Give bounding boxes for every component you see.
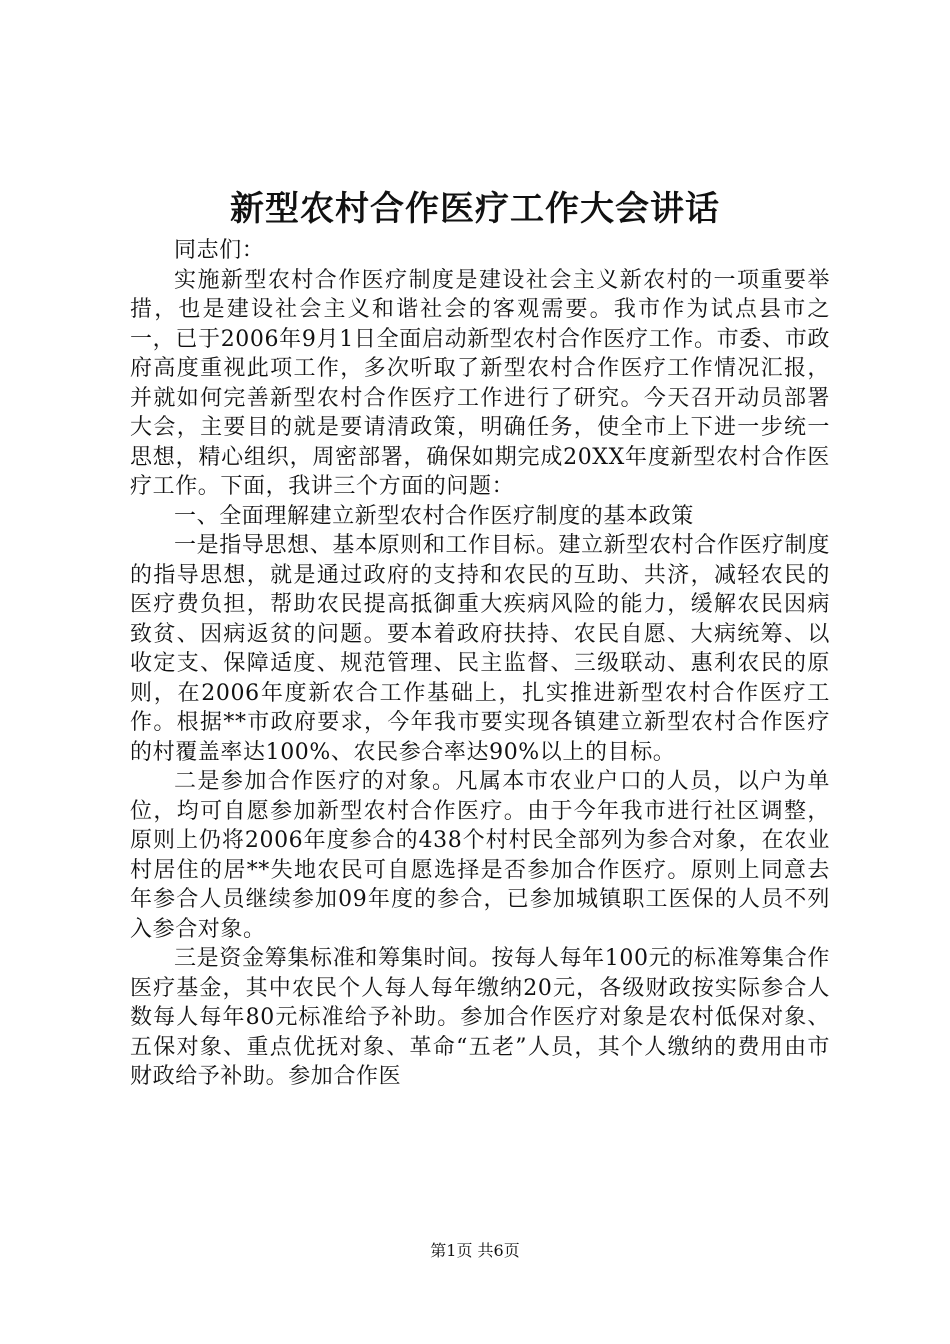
intro-paragraph: 实施新型农村合作医疗制度是建设社会主义新农村的一项重要举措，也是建设社会主义和谐社会的客观需要。我市作为试点县市之一，已于2006年9月1日全面启动新型农村合作医疗工作。市委、市政府高度重视此项工作，多次听取了新型农村合作医疗工作情况汇报，并就如何完善新型农村合作医疗工作进行了研究。今天召开动员部署大会，主要目的就是要请清政策，明确任务，使全市上下进一步统一思想，精心组织，周密部署，确保如期完成20XX年度新型农村合作医疗工作。下面，我讲三个方面的问题： — [130, 267, 830, 499]
body-paragraph-guiding-principles: 一是指导思想、基本原则和工作目标。建立新型农村合作医疗制度的指导思想，就是通过政府的支持和农民的互助、共济，减轻农民的医疗费负担，帮助农民提高抵御重大疾病风险的能力，缓解农民因病致贫、因病返贫的问题。要本着政府扶持、农民自愿、大病统筹、以收定支、保障适度、规范管理、民主监督、三级联动、惠利农民的原则，在2006年度新农合工作基础上，扎实推进新型农村合作医疗工作。根据**市政府要求，今年我市要实现各镇建立新型农村合作医疗的村覆盖率达100%、农民参合率达90%以上的目标。 — [130, 533, 830, 765]
document-body — [130, 236, 830, 1092]
body-paragraph-funding: 三是资金筹集标准和筹集时间。按每人每年100元的标准筹集合作医疗基金，其中农民个人每人每年缴纳20元，各级财政按实际参合人数每人每年80元标准给予补助。参加合作医疗对象是农村低保对象、五保对象、重点优抚对象、革命“五老”人员，其个人缴纳的费用由市财政给予补助。参加合作医 — [130, 946, 830, 1089]
salutation-paragraph: 同志们： — [174, 238, 265, 263]
page-number-footer: 第1页 共6页 — [430, 1241, 520, 1260]
document-title: 新型农村合作医疗工作大会讲话 — [230, 189, 720, 229]
section-heading: 一、全面理解建立新型农村合作医疗制度的基本政策 — [174, 503, 694, 529]
body-paragraph-participants: 二是参加合作医疗的对象。凡属本市农业户口的人员，以户为单位，均可自愿参加新型农村合作医疗。由于今年我市进行社区调整，原则上仍将2006年度参合的438个村村民全部列为参合对象，在农业村居住的居**失地农民可自愿选择是否参加合作医疗。原则上同意去年参合人员继续参加09年度的参合，已参加城镇职工医保的人员不列入参合对象。 — [130, 769, 830, 942]
